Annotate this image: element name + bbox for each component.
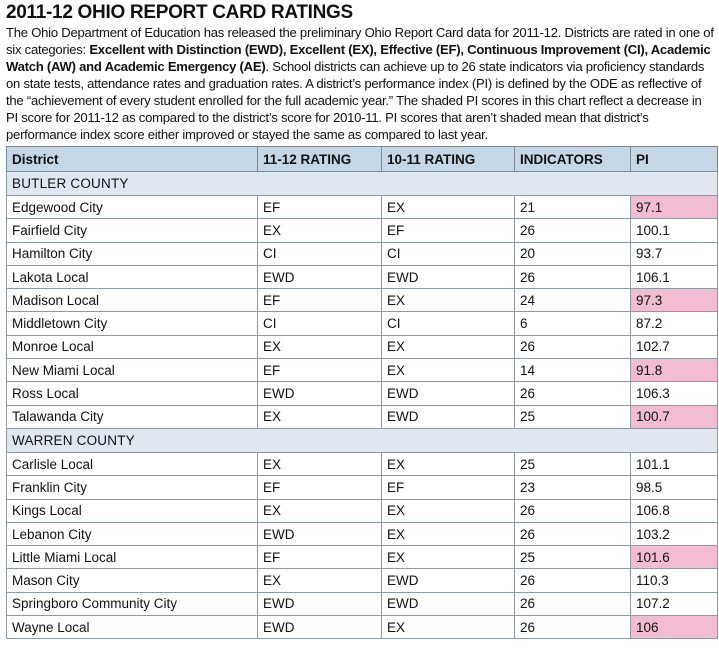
- rating-1011-cell: EX: [382, 196, 515, 219]
- header-rating-1112: 11-12 RATING: [258, 147, 382, 172]
- header-rating-1011: 10-11 RATING: [382, 147, 515, 172]
- rating-1011-cell: EX: [382, 546, 515, 569]
- indicators-cell: 26: [515, 265, 631, 288]
- indicators-cell: 25: [515, 452, 631, 475]
- table-row: [7, 196, 718, 219]
- pi-cell: 101.1: [631, 452, 718, 475]
- indicators-cell: 26: [515, 499, 631, 522]
- indicators-cell: 26: [515, 616, 631, 639]
- rating-1112-cell: CI: [258, 242, 382, 265]
- table-row: [7, 569, 718, 592]
- indicators-cell: 26: [515, 335, 631, 358]
- rating-1112-cell: EF: [258, 359, 382, 382]
- table-row: [7, 219, 718, 242]
- pi-cell: 102.7: [631, 335, 718, 358]
- district-cell: Mason City: [7, 569, 258, 592]
- table-row: [7, 265, 718, 288]
- indicators-cell: 14: [515, 359, 631, 382]
- indicators-cell: 26: [515, 219, 631, 242]
- table-row: [7, 335, 718, 358]
- indicators-cell: 20: [515, 242, 631, 265]
- district-cell: Hamilton City: [7, 242, 258, 265]
- table-row: [7, 289, 718, 312]
- district-cell: Lakota Local: [7, 265, 258, 288]
- pi-cell: 106.1: [631, 265, 718, 288]
- rating-1011-cell: EWD: [382, 592, 515, 615]
- pi-cell: 98.5: [631, 476, 718, 499]
- rating-1112-cell: EX: [258, 335, 382, 358]
- pi-cell: 106: [631, 616, 718, 639]
- district-cell: New Miami Local: [7, 359, 258, 382]
- pi-cell: 100.7: [631, 405, 718, 428]
- rating-1011-cell: CI: [382, 242, 515, 265]
- rating-1112-cell: EX: [258, 405, 382, 428]
- rating-1011-cell: EX: [382, 335, 515, 358]
- indicators-cell: 23: [515, 476, 631, 499]
- pi-cell: 87.2: [631, 312, 718, 335]
- header-row: [7, 147, 718, 172]
- district-cell: Springboro Community City: [7, 592, 258, 615]
- intro-categories: Excellent with Distinction (EWD), Excellent (EX), Effective (EF), Continuous Improvement (CI), Academic Watch (AW) and Academic Emergency (AE): [6, 42, 711, 74]
- district-cell: Franklin City: [7, 476, 258, 499]
- county-row: [7, 172, 718, 196]
- rating-1011-cell: EX: [382, 522, 515, 545]
- district-cell: Little Miami Local: [7, 546, 258, 569]
- indicators-cell: 26: [515, 382, 631, 405]
- table-row: [7, 499, 718, 522]
- rating-1112-cell: EF: [258, 546, 382, 569]
- rating-1112-cell: CI: [258, 312, 382, 335]
- district-cell: Edgewood City: [7, 196, 258, 219]
- header-indicators: INDICATORS: [515, 147, 631, 172]
- indicators-cell: 6: [515, 312, 631, 335]
- pi-cell: 110.3: [631, 569, 718, 592]
- county-label: WARREN COUNTY: [7, 428, 718, 452]
- pi-cell: 93.7: [631, 242, 718, 265]
- table-row: [7, 242, 718, 265]
- rating-1112-cell: EWD: [258, 616, 382, 639]
- pi-cell: 101.6: [631, 546, 718, 569]
- table-row: [7, 592, 718, 615]
- intro-text-end: . School districts can achieve up to 26 state indicators via proficiency standards on state tests, attendance rates and graduation rates. A district’s performance index (PI) is defined by the ODE as reflective of the “achievement of every student enrolled for the full academic year.” The shaded PI scores in this chart reflect a decrease in PI score for 2011-12 as compared to the district’s score for 2010-11. PI scores that aren’t shaded mean that district’s performance index score either improved or stayed the same as compared to last year.: [6, 59, 705, 142]
- pi-cell: 106.3: [631, 382, 718, 405]
- indicators-cell: 26: [515, 592, 631, 615]
- rating-1112-cell: EWD: [258, 592, 382, 615]
- district-cell: Ross Local: [7, 382, 258, 405]
- table-row: [7, 546, 718, 569]
- pi-cell: 97.1: [631, 196, 718, 219]
- rating-1011-cell: EWD: [382, 382, 515, 405]
- indicators-cell: 24: [515, 289, 631, 312]
- table-row: [7, 616, 718, 639]
- district-cell: Kings Local: [7, 499, 258, 522]
- rating-1112-cell: EX: [258, 569, 382, 592]
- rating-1112-cell: EX: [258, 499, 382, 522]
- indicators-cell: 26: [515, 522, 631, 545]
- district-cell: Fairfield City: [7, 219, 258, 242]
- article-title: 2011-12 OHIO REPORT CARD RATINGS: [6, 2, 353, 23]
- rating-1112-cell: EWD: [258, 522, 382, 545]
- header-district: District: [7, 147, 258, 172]
- rating-1011-cell: EWD: [382, 405, 515, 428]
- table-row: [7, 476, 718, 499]
- rating-1011-cell: EF: [382, 476, 515, 499]
- district-cell: Talawanda City: [7, 405, 258, 428]
- indicators-cell: 26: [515, 569, 631, 592]
- pi-cell: 91.8: [631, 359, 718, 382]
- rating-1112-cell: EX: [258, 452, 382, 475]
- intro-paragraph: [6, 24, 715, 143]
- indicators-cell: 21: [515, 196, 631, 219]
- pi-cell: 100.1: [631, 219, 718, 242]
- district-cell: Carlisle Local: [7, 452, 258, 475]
- pi-cell: 103.2: [631, 522, 718, 545]
- rating-1011-cell: EX: [382, 616, 515, 639]
- pi-cell: 106.8: [631, 499, 718, 522]
- table-row: [7, 359, 718, 382]
- rating-1011-cell: EWD: [382, 569, 515, 592]
- table-row: [7, 405, 718, 428]
- district-cell: Wayne Local: [7, 616, 258, 639]
- pi-cell: 107.2: [631, 592, 718, 615]
- rating-1112-cell: EF: [258, 196, 382, 219]
- rating-1011-cell: EX: [382, 452, 515, 475]
- table-row: [7, 312, 718, 335]
- rating-1011-cell: EWD: [382, 265, 515, 288]
- district-cell: Monroe Local: [7, 335, 258, 358]
- pi-cell: 97.3: [631, 289, 718, 312]
- rating-1011-cell: EX: [382, 359, 515, 382]
- table-row: [7, 522, 718, 545]
- header-pi: PI: [631, 147, 718, 172]
- rating-1112-cell: EF: [258, 476, 382, 499]
- indicators-cell: 25: [515, 546, 631, 569]
- rating-1112-cell: EX: [258, 219, 382, 242]
- table-row: [7, 452, 718, 475]
- rating-1011-cell: EX: [382, 499, 515, 522]
- rating-1112-cell: EF: [258, 289, 382, 312]
- rating-1011-cell: CI: [382, 312, 515, 335]
- ratings-table: [6, 146, 718, 639]
- county-label: BUTLER COUNTY: [7, 172, 718, 196]
- indicators-cell: 25: [515, 405, 631, 428]
- rating-1112-cell: EWD: [258, 265, 382, 288]
- district-cell: Middletown City: [7, 312, 258, 335]
- rating-1011-cell: EF: [382, 219, 515, 242]
- county-row: [7, 428, 718, 452]
- district-cell: Lebanon City: [7, 522, 258, 545]
- district-cell: Madison Local: [7, 289, 258, 312]
- rating-1112-cell: EWD: [258, 382, 382, 405]
- table-body: [7, 172, 718, 639]
- intro-text-start: The Ohio Department of Education has released the preliminary Ohio Report Card data for 2011-12. Districts are rated in one of six categories:: [6, 25, 714, 57]
- table-row: [7, 382, 718, 405]
- rating-1011-cell: EX: [382, 289, 515, 312]
